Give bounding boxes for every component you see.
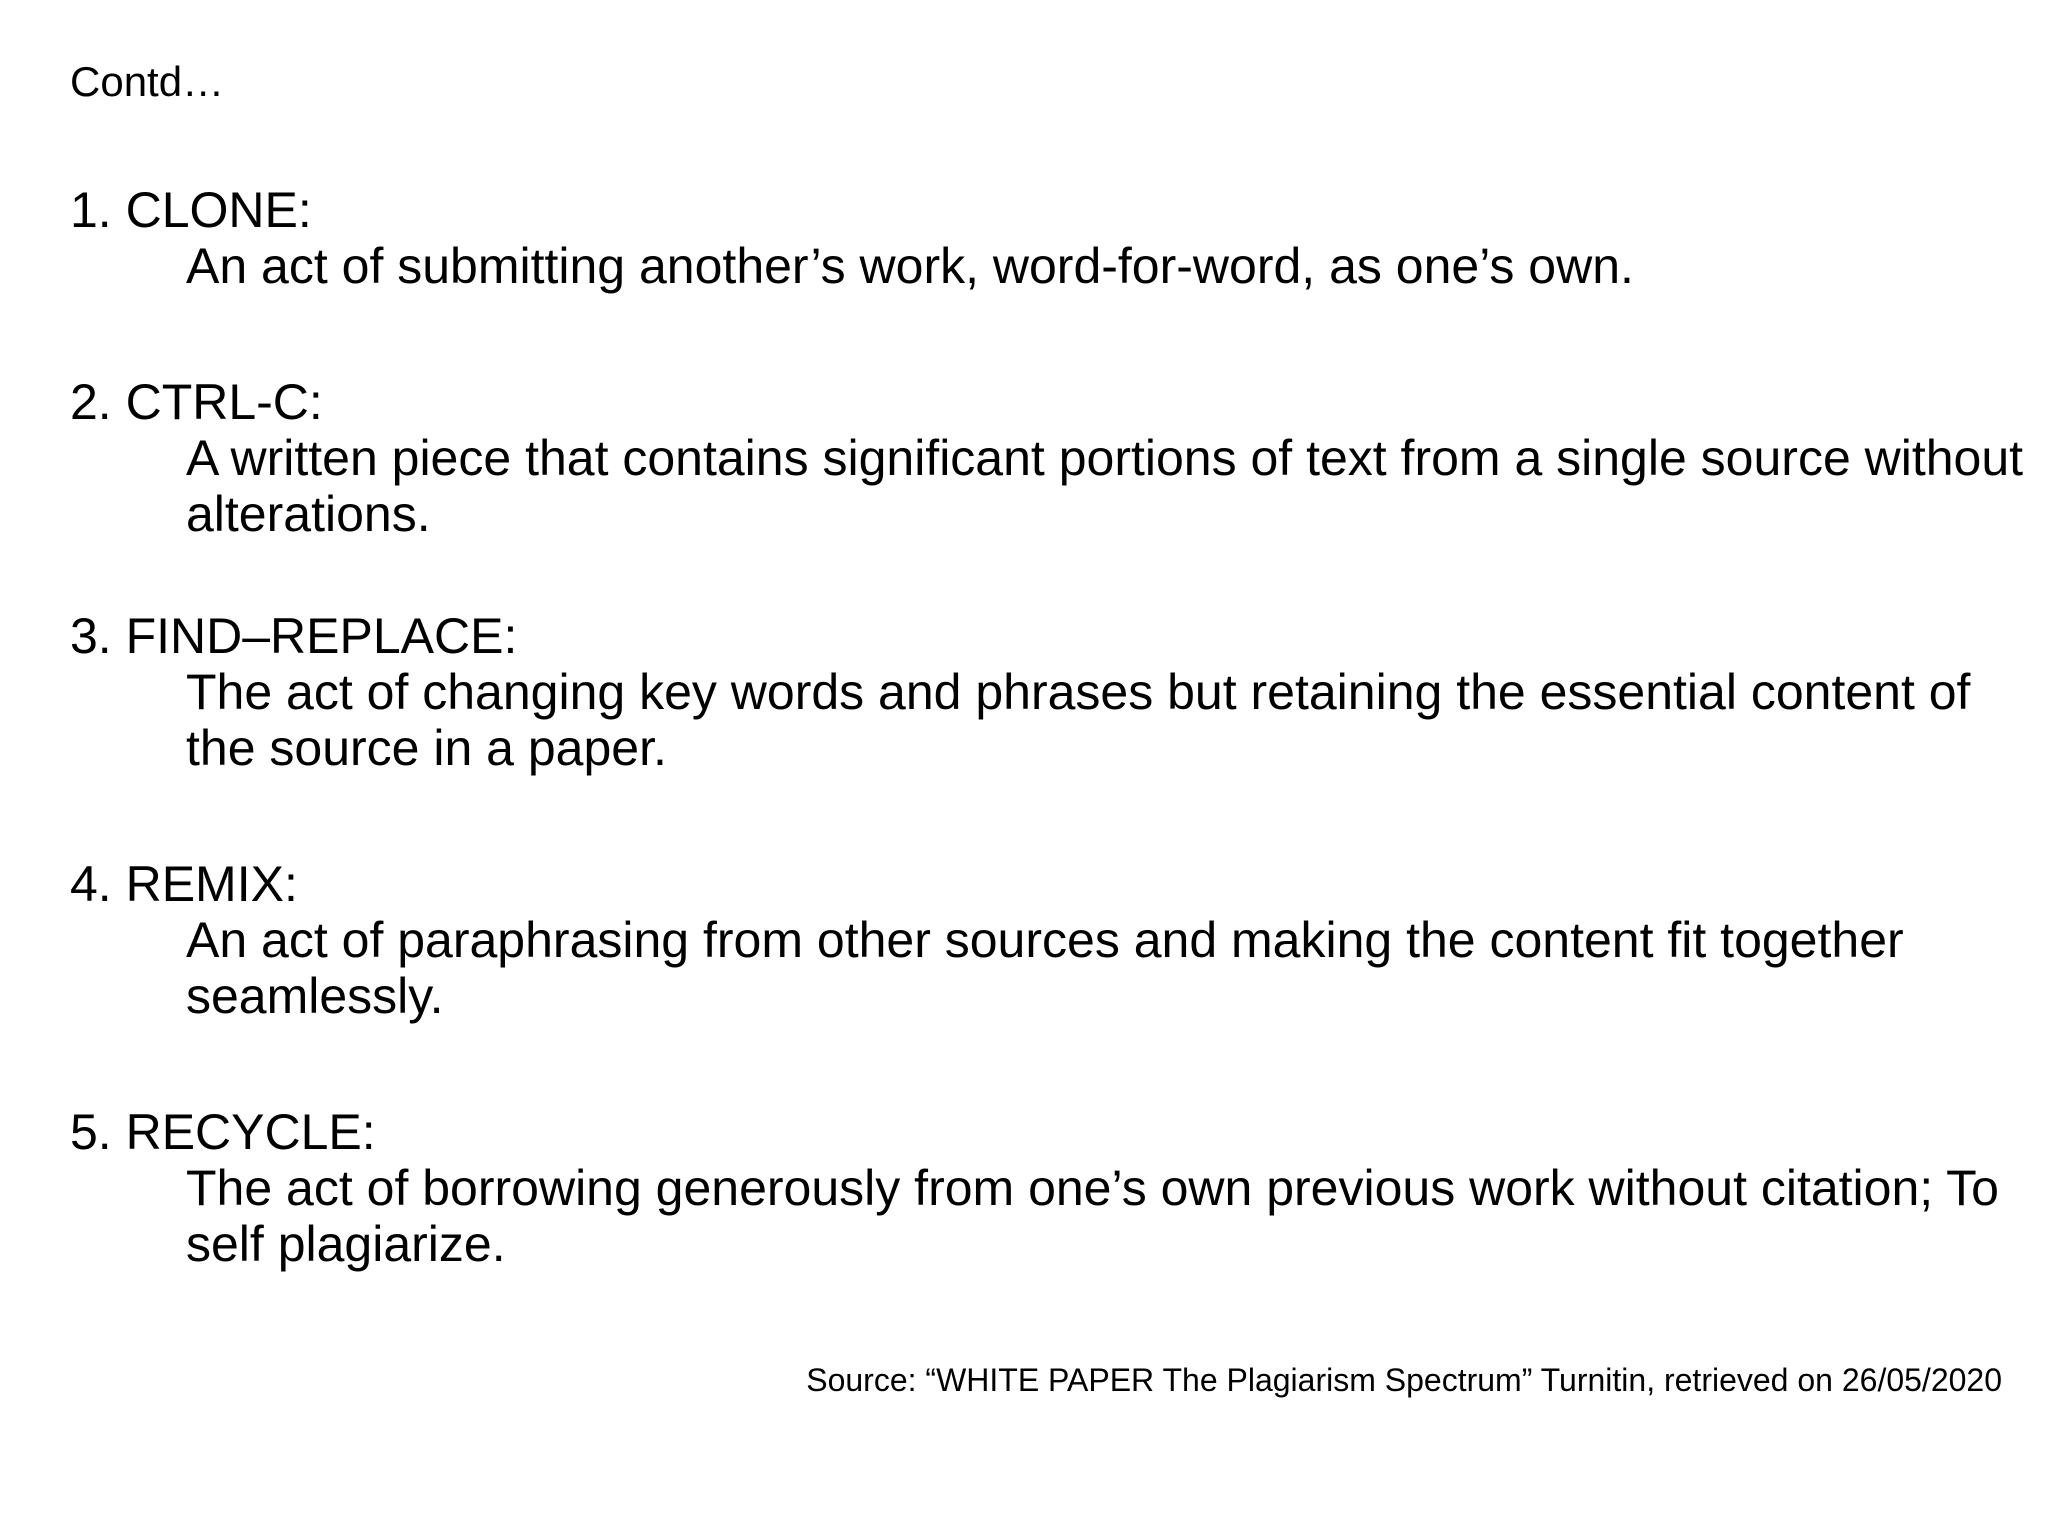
item-description: The act of borrowing generously from one’s own previous work without citation; To self plagiarize. bbox=[186, 1160, 1999, 1272]
list-item-clone bbox=[70, 182, 2010, 294]
list-item-ctrl-c bbox=[70, 374, 2024, 542]
item-title: 3. FIND–REPLACE: bbox=[70, 608, 518, 664]
list-item-recycle bbox=[70, 1104, 2010, 1272]
item-title: 5. RECYCLE: bbox=[70, 1104, 376, 1160]
list-item-remix bbox=[70, 856, 2010, 1024]
item-description: The act of changing key words and phrases but retaining the essential content of the source in a paper. bbox=[186, 664, 1971, 776]
item-title: 2. CTRL-C: bbox=[70, 374, 323, 430]
item-title: 1. CLONE: bbox=[70, 182, 312, 238]
item-description: An act of submitting another’s work, word-for-word, as one’s own. bbox=[186, 238, 1634, 294]
item-description: A written piece that contains significant portions of text from a single source without alterations. bbox=[186, 430, 2024, 542]
item-title: 4. REMIX: bbox=[70, 856, 298, 912]
item-description: An act of paraphrasing from other sources and making the content fit together seamlessly. bbox=[186, 912, 1904, 1024]
source-citation: Source: “WHITE PAPER The Plagiarism Spectrum” Turnitin, retrieved on 26/05/2020 bbox=[806, 1362, 2002, 1398]
contd-label: Contd… bbox=[70, 58, 225, 105]
list-item-find-replace bbox=[70, 608, 2010, 776]
